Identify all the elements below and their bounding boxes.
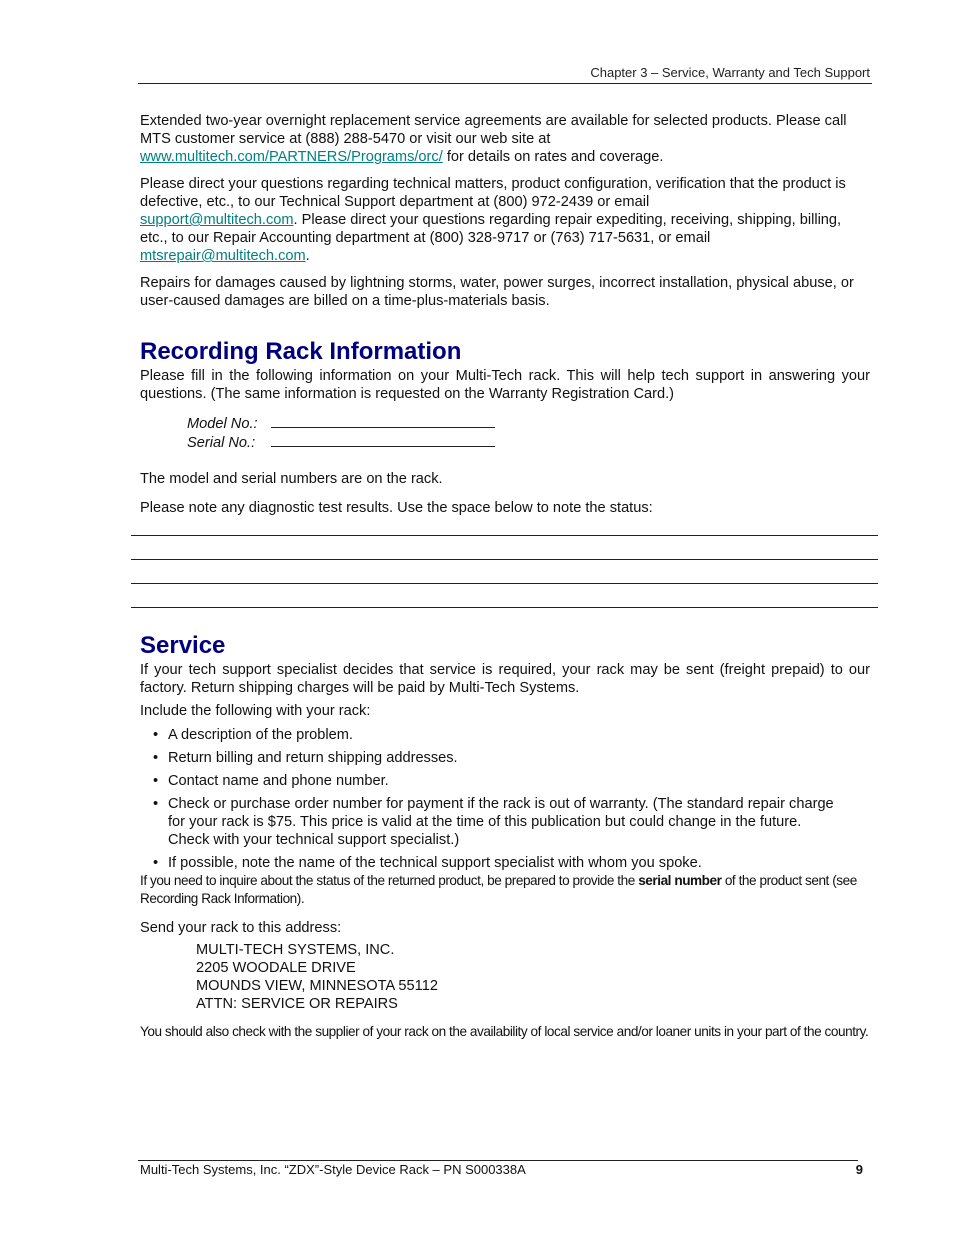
address-line: MOUNDS VIEW, MINNESOTA 55112 [196, 978, 438, 994]
list-item: • Contact name and phone number. [140, 772, 870, 790]
include-intro: Include the following with your rack: [140, 703, 371, 719]
list-item: • Return billing and return shipping addresses. [140, 749, 870, 767]
service-heading: Service [140, 632, 226, 659]
diagnostic-note: Please note any diagnostic test results. Use the space below to note the status: [140, 500, 653, 516]
notes-line[interactable] [131, 583, 878, 584]
running-head: Chapter 3 – Service, Warranty and Tech Support [590, 65, 870, 80]
send-to-label: Send your rack to this address: [140, 920, 342, 936]
serial-field [187, 433, 870, 452]
footer-title: Multi-Tech Systems, Inc. “ZDX”-Style Device Rack – PN S000338A [140, 1162, 526, 1177]
page-body [140, 112, 870, 1050]
inquire-note [140, 872, 870, 908]
model-label: Model No.: [187, 416, 258, 432]
model-field [187, 414, 870, 433]
recording-intro: Please fill in the following information on your Multi-Tech rack. This will help tech support in answering your questions. (The same information is requested on the Warranty Registration Card.) [140, 368, 870, 402]
list-item: • Check or purchase order number for payment if the rack is out of warranty. (The standard repair charge for your rack is $75. This price is valid at the time of this publication but could change in the future. Check with your technical support specialist.) [140, 795, 870, 849]
address-line: ATTN: SERVICE OR REPAIRS [196, 996, 398, 1012]
include-list [140, 726, 870, 872]
intro-p1-text: Extended two-year overnight replacement service agreements are available for selected products. Please call MTS customer service at (888) 288-5470 or visit our web site at [140, 113, 847, 147]
address-line: 2205 WOODALE DRIVE [196, 960, 356, 976]
mailing-address [196, 941, 870, 1013]
intro-p2-end: . [305, 248, 310, 264]
serial-blank[interactable] [271, 433, 495, 447]
intro-p2-text: Please direct your questions regarding technical matters, product configuration, verification that the product is defective, etc., to our Technical Support department at (800) 972-2439 or email [140, 176, 846, 210]
serial-label: Serial No.: [187, 435, 256, 451]
model-note: The model and serial numbers are on the rack. [140, 471, 443, 487]
page-number: 9 [855, 1162, 863, 1177]
footer-rule [138, 1160, 858, 1161]
notes-line[interactable] [131, 559, 878, 560]
model-blank[interactable] [271, 414, 495, 428]
list-item: • A description of the problem. [140, 726, 870, 744]
intro-paragraph-3: Repairs for damages caused by lightning storms, water, power surges, incorrect installation, physical abuse, or user-caused damages are billed on a time-plus-materials basis. [140, 275, 854, 309]
header-rule [138, 83, 872, 84]
partners-link[interactable]: www.multitech.com/PARTNERS/Programs/orc/ [140, 149, 443, 165]
address-line: MULTI-TECH SYSTEMS, INC. [196, 942, 395, 958]
recording-heading: Recording Rack Information [140, 338, 462, 365]
serial-number-emphasis: serial number [638, 873, 722, 888]
status-notes-area [131, 535, 878, 608]
supplier-note: You should also check with the supplier of your rack on the availability of local service and/or loaner units in your part of the country. [140, 1024, 869, 1039]
intro-paragraph-1 [140, 112, 870, 166]
inquire-post: of the product sent (see Recording Rack Information). [140, 873, 857, 906]
repair-email-link[interactable]: mtsrepair@multitech.com [140, 248, 306, 264]
intro-paragraph-2 [140, 175, 870, 265]
support-email-link[interactable]: support@multitech.com [140, 212, 294, 228]
service-paragraph: If your tech support specialist decides that service is required, your rack may be sent (freight prepaid) to our factory. Return shipping charges will be paid by Multi-Tech Systems. [140, 662, 870, 696]
list-item: • If possible, note the name of the technical support specialist with whom you spoke. [140, 854, 870, 872]
notes-line[interactable] [131, 535, 878, 536]
inquire-pre: If you need to inquire about the status of the returned product, be prepared to provide the [140, 873, 639, 888]
intro-p2-mid: . Please direct your questions regarding repair expediting, receiving, shipping, billing, etc., to our Repair Accounting department at (800) 328-9717 or (763) 717-5631, or email [140, 212, 842, 246]
notes-line[interactable] [131, 607, 878, 608]
intro-p1-tail: for details on rates and coverage. [442, 149, 664, 165]
